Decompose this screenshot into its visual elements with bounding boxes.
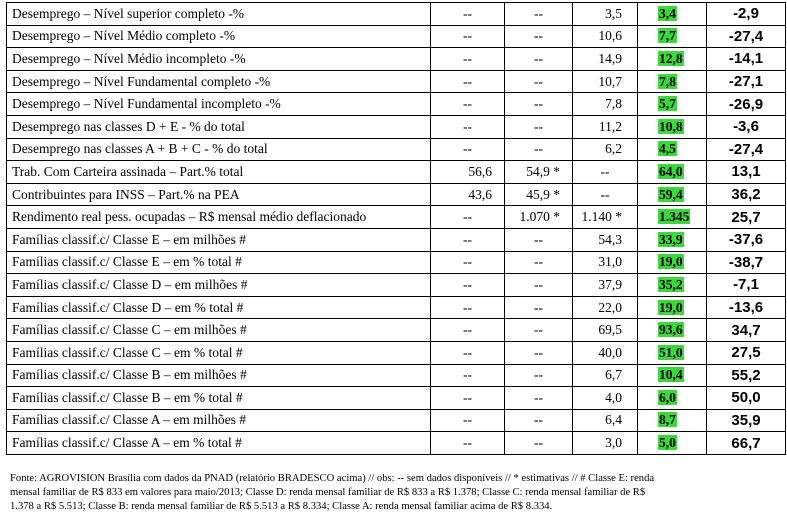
variation-value: 36,2 (707, 183, 786, 206)
value-col-1: -- (431, 70, 505, 93)
variation-value: -2,9 (707, 3, 786, 26)
variation-value: -27,4 (707, 138, 786, 161)
table-row (7, 93, 786, 116)
variation-value: -27,1 (707, 70, 786, 93)
table-row (7, 251, 786, 274)
table-row (7, 115, 786, 138)
value-col-3: 40,0 (573, 341, 638, 364)
highlighted-value (638, 206, 707, 229)
highlight-mark: 59,4 (659, 186, 683, 202)
value-col-1: -- (431, 341, 505, 364)
footnote-line: Fonte: AGROVISION Brasília com dados da PNAD (relatório BRADESCO acima) // obs: -- sem dados disponíveis // * estimativas // # Classe E: renda (10, 473, 655, 484)
highlight-mark: 33,9 (659, 231, 683, 247)
variation-value: -3,6 (707, 115, 786, 138)
value-col-2: 45,9 * (505, 183, 573, 206)
value-col-3: 37,9 (573, 274, 638, 297)
source-footnote (10, 472, 780, 514)
highlight-mark: 64,0 (659, 163, 683, 179)
highlight-mark: 3,4 (659, 5, 676, 21)
value-col-2: -- (505, 274, 573, 297)
row-label: Rendimento real pess. ocupadas – R$ mensal médio deflacionado (7, 206, 431, 229)
table-row (7, 387, 786, 410)
row-label: Desemprego – Nível superior completo -% (7, 3, 431, 26)
value-col-3: -- (573, 183, 638, 206)
highlighted-value (638, 70, 707, 93)
variation-value: 34,7 (707, 319, 786, 342)
value-col-2: -- (505, 228, 573, 251)
variation-value: -38,7 (707, 251, 786, 274)
highlighted-value (638, 3, 707, 26)
highlight-mark: 7,7 (659, 28, 676, 44)
table-row (7, 432, 786, 455)
value-col-2: -- (505, 296, 573, 319)
value-col-1: -- (431, 48, 505, 71)
highlight-mark: 35,2 (659, 276, 683, 292)
row-label: Contribuintes para INSS – Part.% na PEA (7, 183, 431, 206)
highlighted-value (638, 274, 707, 297)
row-label: Famílias classif.c/ Classe D – em % total # (7, 296, 431, 319)
value-col-2: -- (505, 48, 573, 71)
value-col-1: -- (431, 319, 505, 342)
table-row (7, 206, 786, 229)
highlight-mark: 51,0 (659, 344, 683, 360)
variation-value: 27,5 (707, 341, 786, 364)
value-col-1: -- (431, 274, 505, 297)
row-label: Desemprego – Nível Fundamental incompleto -% (7, 93, 431, 116)
table-row (7, 409, 786, 432)
row-label: Desemprego – Nível Médio incompleto -% (7, 48, 431, 71)
highlight-mark: 5,0 (659, 435, 676, 451)
highlighted-value (638, 251, 707, 274)
footnote-line: mensal familiar de R$ 833 em valores para maio/2013; Classe D: renda mensal familiar de R$ 833 a R$ 1.378; Classe C: renda mensal familiar de R$ (10, 487, 646, 498)
row-label: Desemprego nas classes D + E - % do total (7, 115, 431, 138)
value-col-3: 54,3 (573, 228, 638, 251)
value-col-1: -- (431, 25, 505, 48)
highlighted-value (638, 161, 707, 184)
highlighted-value (638, 296, 707, 319)
highlighted-value (638, 432, 707, 455)
value-col-1: -- (431, 296, 505, 319)
value-col-1: -- (431, 251, 505, 274)
row-label: Desemprego – Nível Fundamental completo -% (7, 70, 431, 93)
highlighted-value (638, 387, 707, 410)
highlight-mark: 10,4 (659, 367, 683, 383)
highlight-mark: 7,8 (659, 73, 676, 89)
variation-value: 50,0 (707, 387, 786, 410)
table-row (7, 274, 786, 297)
value-col-2: -- (505, 432, 573, 455)
table-body (7, 3, 786, 455)
highlight-mark: 12,8 (659, 50, 683, 66)
table-row (7, 364, 786, 387)
row-label: Desemprego nas classes A + B + C - % do total (7, 138, 431, 161)
highlighted-value (638, 48, 707, 71)
row-label: Famílias classif.c/ Classe A – em % total # (7, 432, 431, 455)
value-col-2: -- (505, 70, 573, 93)
variation-value: -13,6 (707, 296, 786, 319)
value-col-3: 3,0 (573, 432, 638, 455)
value-col-1: -- (431, 138, 505, 161)
value-col-1: -- (431, 115, 505, 138)
value-col-3: 7,8 (573, 93, 638, 116)
value-col-3: 14,9 (573, 48, 638, 71)
value-col-3: 10,7 (573, 70, 638, 93)
value-col-2: -- (505, 115, 573, 138)
highlighted-value (638, 319, 707, 342)
highlight-mark: 4,5 (659, 141, 676, 157)
value-col-2: -- (505, 364, 573, 387)
value-col-2: -- (505, 409, 573, 432)
variation-value: 13,1 (707, 161, 786, 184)
variation-value: -27,4 (707, 25, 786, 48)
row-label: Desemprego – Nível Médio completo -% (7, 25, 431, 48)
row-label: Famílias classif.c/ Classe C – em milhões # (7, 319, 431, 342)
value-col-1: -- (431, 387, 505, 410)
table-row (7, 25, 786, 48)
highlight-mark: 5,7 (659, 96, 676, 112)
value-col-2: 54,9 * (505, 161, 573, 184)
value-col-1: -- (431, 409, 505, 432)
value-col-3: 6,7 (573, 364, 638, 387)
value-col-1: 56,6 (431, 161, 505, 184)
highlight-mark: 19,0 (659, 299, 683, 315)
row-label: Trab. Com Carteira assinada – Part.% total (7, 161, 431, 184)
value-col-3: 69,5 (573, 319, 638, 342)
highlighted-value (638, 115, 707, 138)
row-label: Famílias classif.c/ Classe B – em milhões # (7, 364, 431, 387)
table-row (7, 319, 786, 342)
highlighted-value (638, 183, 707, 206)
value-col-3: 10,6 (573, 25, 638, 48)
value-col-3: 6,4 (573, 409, 638, 432)
value-col-3: 3,5 (573, 3, 638, 26)
highlighted-value (638, 409, 707, 432)
indicators-table (6, 2, 786, 455)
value-col-2: -- (505, 25, 573, 48)
row-label: Famílias classif.c/ Classe D – em milhões # (7, 274, 431, 297)
table-row (7, 70, 786, 93)
value-col-3: 11,2 (573, 115, 638, 138)
table-row (7, 48, 786, 71)
highlighted-value (638, 341, 707, 364)
table-row (7, 341, 786, 364)
highlight-mark: 6,0 (659, 389, 676, 405)
value-col-2: -- (505, 93, 573, 116)
variation-value: 25,7 (707, 206, 786, 229)
row-label: Famílias classif.c/ Classe B – em % total # (7, 387, 431, 410)
variation-value: 55,2 (707, 364, 786, 387)
variation-value: -7,1 (707, 274, 786, 297)
row-label: Famílias classif.c/ Classe E – em % total # (7, 251, 431, 274)
value-col-2: -- (505, 251, 573, 274)
data-table-container (6, 2, 785, 455)
value-col-3: 31,0 (573, 251, 638, 274)
highlighted-value (638, 93, 707, 116)
value-col-3: -- (573, 161, 638, 184)
highlighted-value (638, 138, 707, 161)
table-row (7, 183, 786, 206)
highlight-mark: 8,7 (659, 412, 676, 428)
variation-value: -26,9 (707, 93, 786, 116)
value-col-1: -- (431, 206, 505, 229)
table-row (7, 161, 786, 184)
value-col-2: -- (505, 341, 573, 364)
row-label: Famílias classif.c/ Classe A – em milhões # (7, 409, 431, 432)
value-col-2: -- (505, 319, 573, 342)
footnote-line: 1.378 a R$ 5.513; Classe B: renda mensal familiar de R$ 5.513 a R$ 8.334; Classe A: renda mensal familiar acima de R$ 8.334. (10, 501, 553, 512)
value-col-3: 4,0 (573, 387, 638, 410)
row-label: Famílias classif.c/ Classe E – em milhões # (7, 228, 431, 251)
value-col-1: -- (431, 432, 505, 455)
value-col-2: -- (505, 387, 573, 410)
table-row (7, 228, 786, 251)
highlight-mark: 10,8 (659, 118, 683, 134)
table-row (7, 138, 786, 161)
highlight-mark: 1.345 (659, 209, 690, 225)
value-col-1: -- (431, 228, 505, 251)
value-col-3: 6,2 (573, 138, 638, 161)
value-col-2: -- (505, 138, 573, 161)
value-col-2: -- (505, 3, 573, 26)
highlighted-value (638, 228, 707, 251)
variation-value: -37,6 (707, 228, 786, 251)
variation-value: 35,9 (707, 409, 786, 432)
value-col-3: 22,0 (573, 296, 638, 319)
highlight-mark: 19,0 (659, 254, 683, 270)
value-col-1: -- (431, 364, 505, 387)
variation-value: -14,1 (707, 48, 786, 71)
table-row (7, 296, 786, 319)
highlighted-value (638, 25, 707, 48)
value-col-1: 43,6 (431, 183, 505, 206)
highlighted-value (638, 364, 707, 387)
row-label: Famílias classif.c/ Classe C – em % total # (7, 341, 431, 364)
value-col-3: 1.140 * (573, 206, 638, 229)
value-col-2: 1.070 * (505, 206, 573, 229)
table-row (7, 3, 786, 26)
highlight-mark: 93,6 (659, 322, 683, 338)
value-col-1: -- (431, 93, 505, 116)
value-col-1: -- (431, 3, 505, 26)
variation-value: 66,7 (707, 432, 786, 455)
